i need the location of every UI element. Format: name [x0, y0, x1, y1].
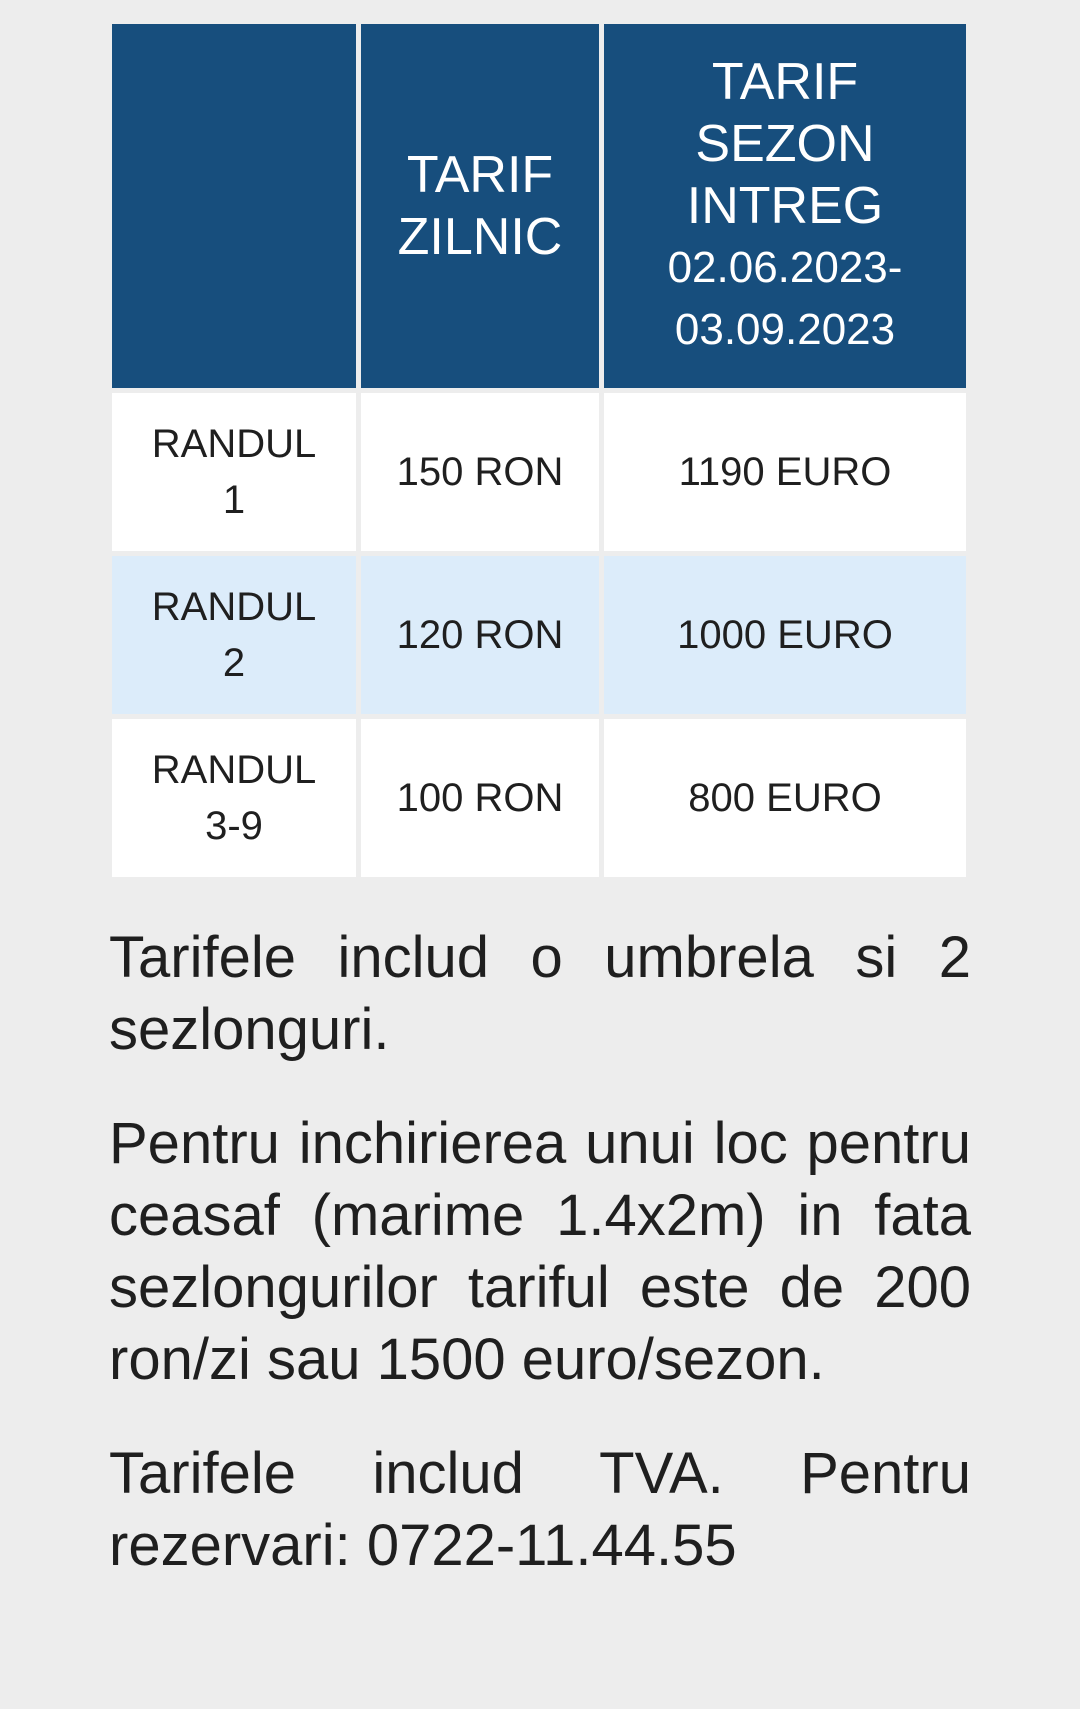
row-label-line-1: RANDUL — [151, 585, 317, 629]
header-season-date-end: 03.09.2023 — [674, 305, 896, 354]
table-row — [112, 393, 966, 551]
header-season-line-2: SEZON — [695, 115, 875, 173]
header-season-rate — [604, 24, 966, 388]
info-text — [109, 922, 971, 1624]
header-season-date-start: 02.06.2023- — [667, 243, 903, 292]
header-daily-line-2: ZILNIC — [397, 208, 563, 266]
header-daily-line-1: TARIF — [406, 146, 554, 204]
row-label-line-2: 1 — [222, 478, 246, 522]
table-row — [112, 556, 966, 714]
row-label — [112, 719, 356, 877]
row-label-line-1: RANDUL — [151, 748, 317, 792]
row-label-line-1: RANDUL — [151, 422, 317, 466]
price-table — [107, 19, 971, 882]
paragraph-includes: Tarifele includ o umbrela si 2 sezlonguri. — [109, 925, 971, 1062]
row-label — [112, 556, 356, 714]
season-rate-cell: 1000 EURO — [604, 556, 966, 714]
header-empty-cell — [112, 24, 356, 388]
paragraph-sheet-rental: Pentru inchirierea unui loc pentru ceasaf (marime 1.4x2m) in fata sezlongurilor tariful este de 200 ron/zi sau 1500 euro/sezon. — [109, 1111, 971, 1392]
header-daily-rate — [361, 24, 599, 388]
daily-rate-cell: 120 RON — [361, 556, 599, 714]
row-label-line-2: 2 — [222, 641, 246, 685]
row-label-line-2: 3-9 — [205, 804, 263, 848]
daily-rate-cell: 150 RON — [361, 393, 599, 551]
header-season-line-1: TARIF — [711, 53, 859, 111]
season-rate-cell: 800 EURO — [604, 719, 966, 877]
daily-rate-cell: 100 RON — [361, 719, 599, 877]
table-header-row — [112, 24, 966, 388]
table-row — [112, 719, 966, 877]
paragraph-vat-reservations: Tarifele includ TVA. Pentru rezervari: 0722-11.44.55 — [109, 1441, 971, 1578]
header-season-line-3: INTREG — [686, 177, 884, 235]
season-rate-cell: 1190 EURO — [604, 393, 966, 551]
row-label — [112, 393, 356, 551]
